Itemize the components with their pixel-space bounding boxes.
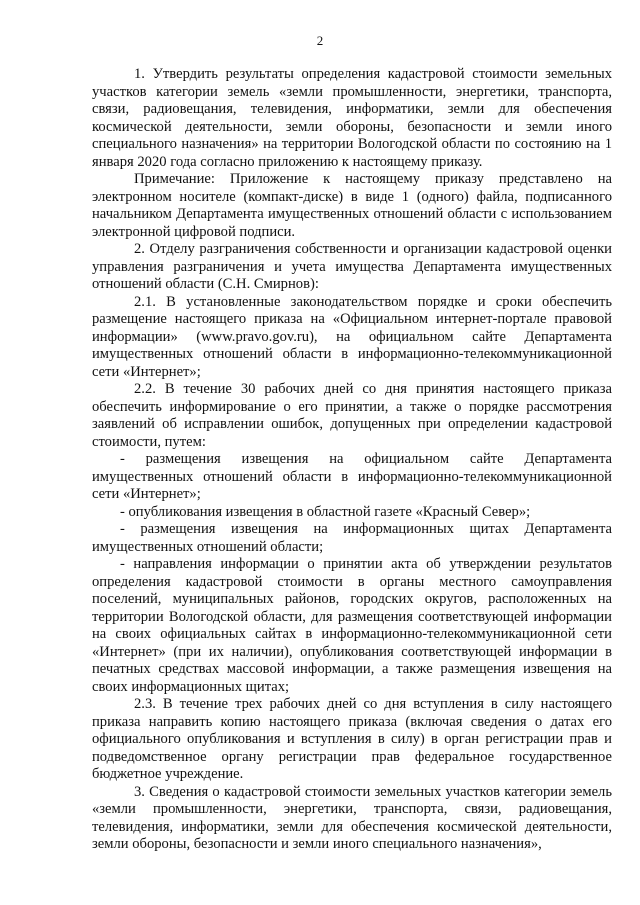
list-item-local-authorities: - направления информации о принятии акта об утверждении результатов определения кадастровой стоимости в органы местного самоуправления поселений, муниципальных районов, городских округов, расположенных на территории Вологодской области, для размещения соответствующей информации на своих официальных сайтах в информационно-телекоммуникационной сети «Интернет» (при их наличии), опубликования соответствующей информации в печатных средствах массовой информации, а также размещения извещения на своих информационных щитах;	[92, 556, 612, 695]
page-number: 2	[316, 33, 324, 48]
paragraph-2-2: 2.2. В течение 30 рабочих дней со дня принятия настоящего приказа обеспечить информирование о его принятии, а также о порядке рассмотрения заявлений об исправлении ошибок, допущенных при определении кадастровой стоимости, путем:	[92, 381, 612, 450]
paragraph-2-1: 2.1. В установленные законодательством порядке и сроки обеспечить размещение настоящего приказа на «Официальном интернет-портале правовой информации» (www.pravo.gov.ru), на официальном сайте Департамента имущественных отношений области в информационно-телекоммуникационной сети «Интернет»;	[92, 293, 612, 380]
paragraph-note: Примечание: Приложение к настоящему приказу представлено на электронном носителе (компакт-диске) в виде 1 (одного) файла, подписанного начальником Департамента имущественных отношений области с использованием электронной цифровой подписи.	[92, 171, 612, 240]
list-item-newspaper: - опубликования извещения в областной газете «Красный Север»;	[120, 503, 531, 520]
document-body	[92, 66, 612, 854]
paragraph-3-cadastral-info: 3. Сведения о кадастровой стоимости земельных участков категории земель «земли промышленности, энергетики, транспорта, связи, радиовещания, телевидения, информатики, земли для обеспечения космической деятельности, земли обороны, безопасности и земли иного специального назначения»,	[92, 783, 612, 852]
list-item-info-boards: - размещения извещения на информационных щитах Департамента имущественных отношений области;	[92, 521, 612, 555]
paragraph-2-3: 2.3. В течение трех рабочих дней со дня вступления в силу настоящего приказа направить копию настоящего приказа (включая сведения о датах его официального опубликования и вступления в силу) в орган регистрации прав и подведомственное органу регистрации прав федеральное государственное бюджетное учреждение.	[92, 696, 612, 782]
paragraph-1-approve-results: 1. Утвердить результаты определения кадастровой стоимости земельных участков категории земель «земли промышленности, энергетики, транспорта, связи, радиовещания, телевидения, информатики, земли для обеспечения космической деятельности, земли обороны, безопасности и земли иного специального назначения» на территории Вологодской области по состоянию на 1 января 2020 года согласно приложению к настоящему приказу.	[92, 66, 612, 170]
list-item-website: - размещения извещения на официальном сайте Департамента имущественных отношений области в информационно-телекоммуникационной сети «Интернет»;	[92, 451, 612, 502]
paragraph-2-department: 2. Отделу разграничения собственности и организации кадастровой оценки управления разграничения и учета имущества Департамента имущественных отношений области (С.Н. Смирнов):	[92, 241, 612, 292]
